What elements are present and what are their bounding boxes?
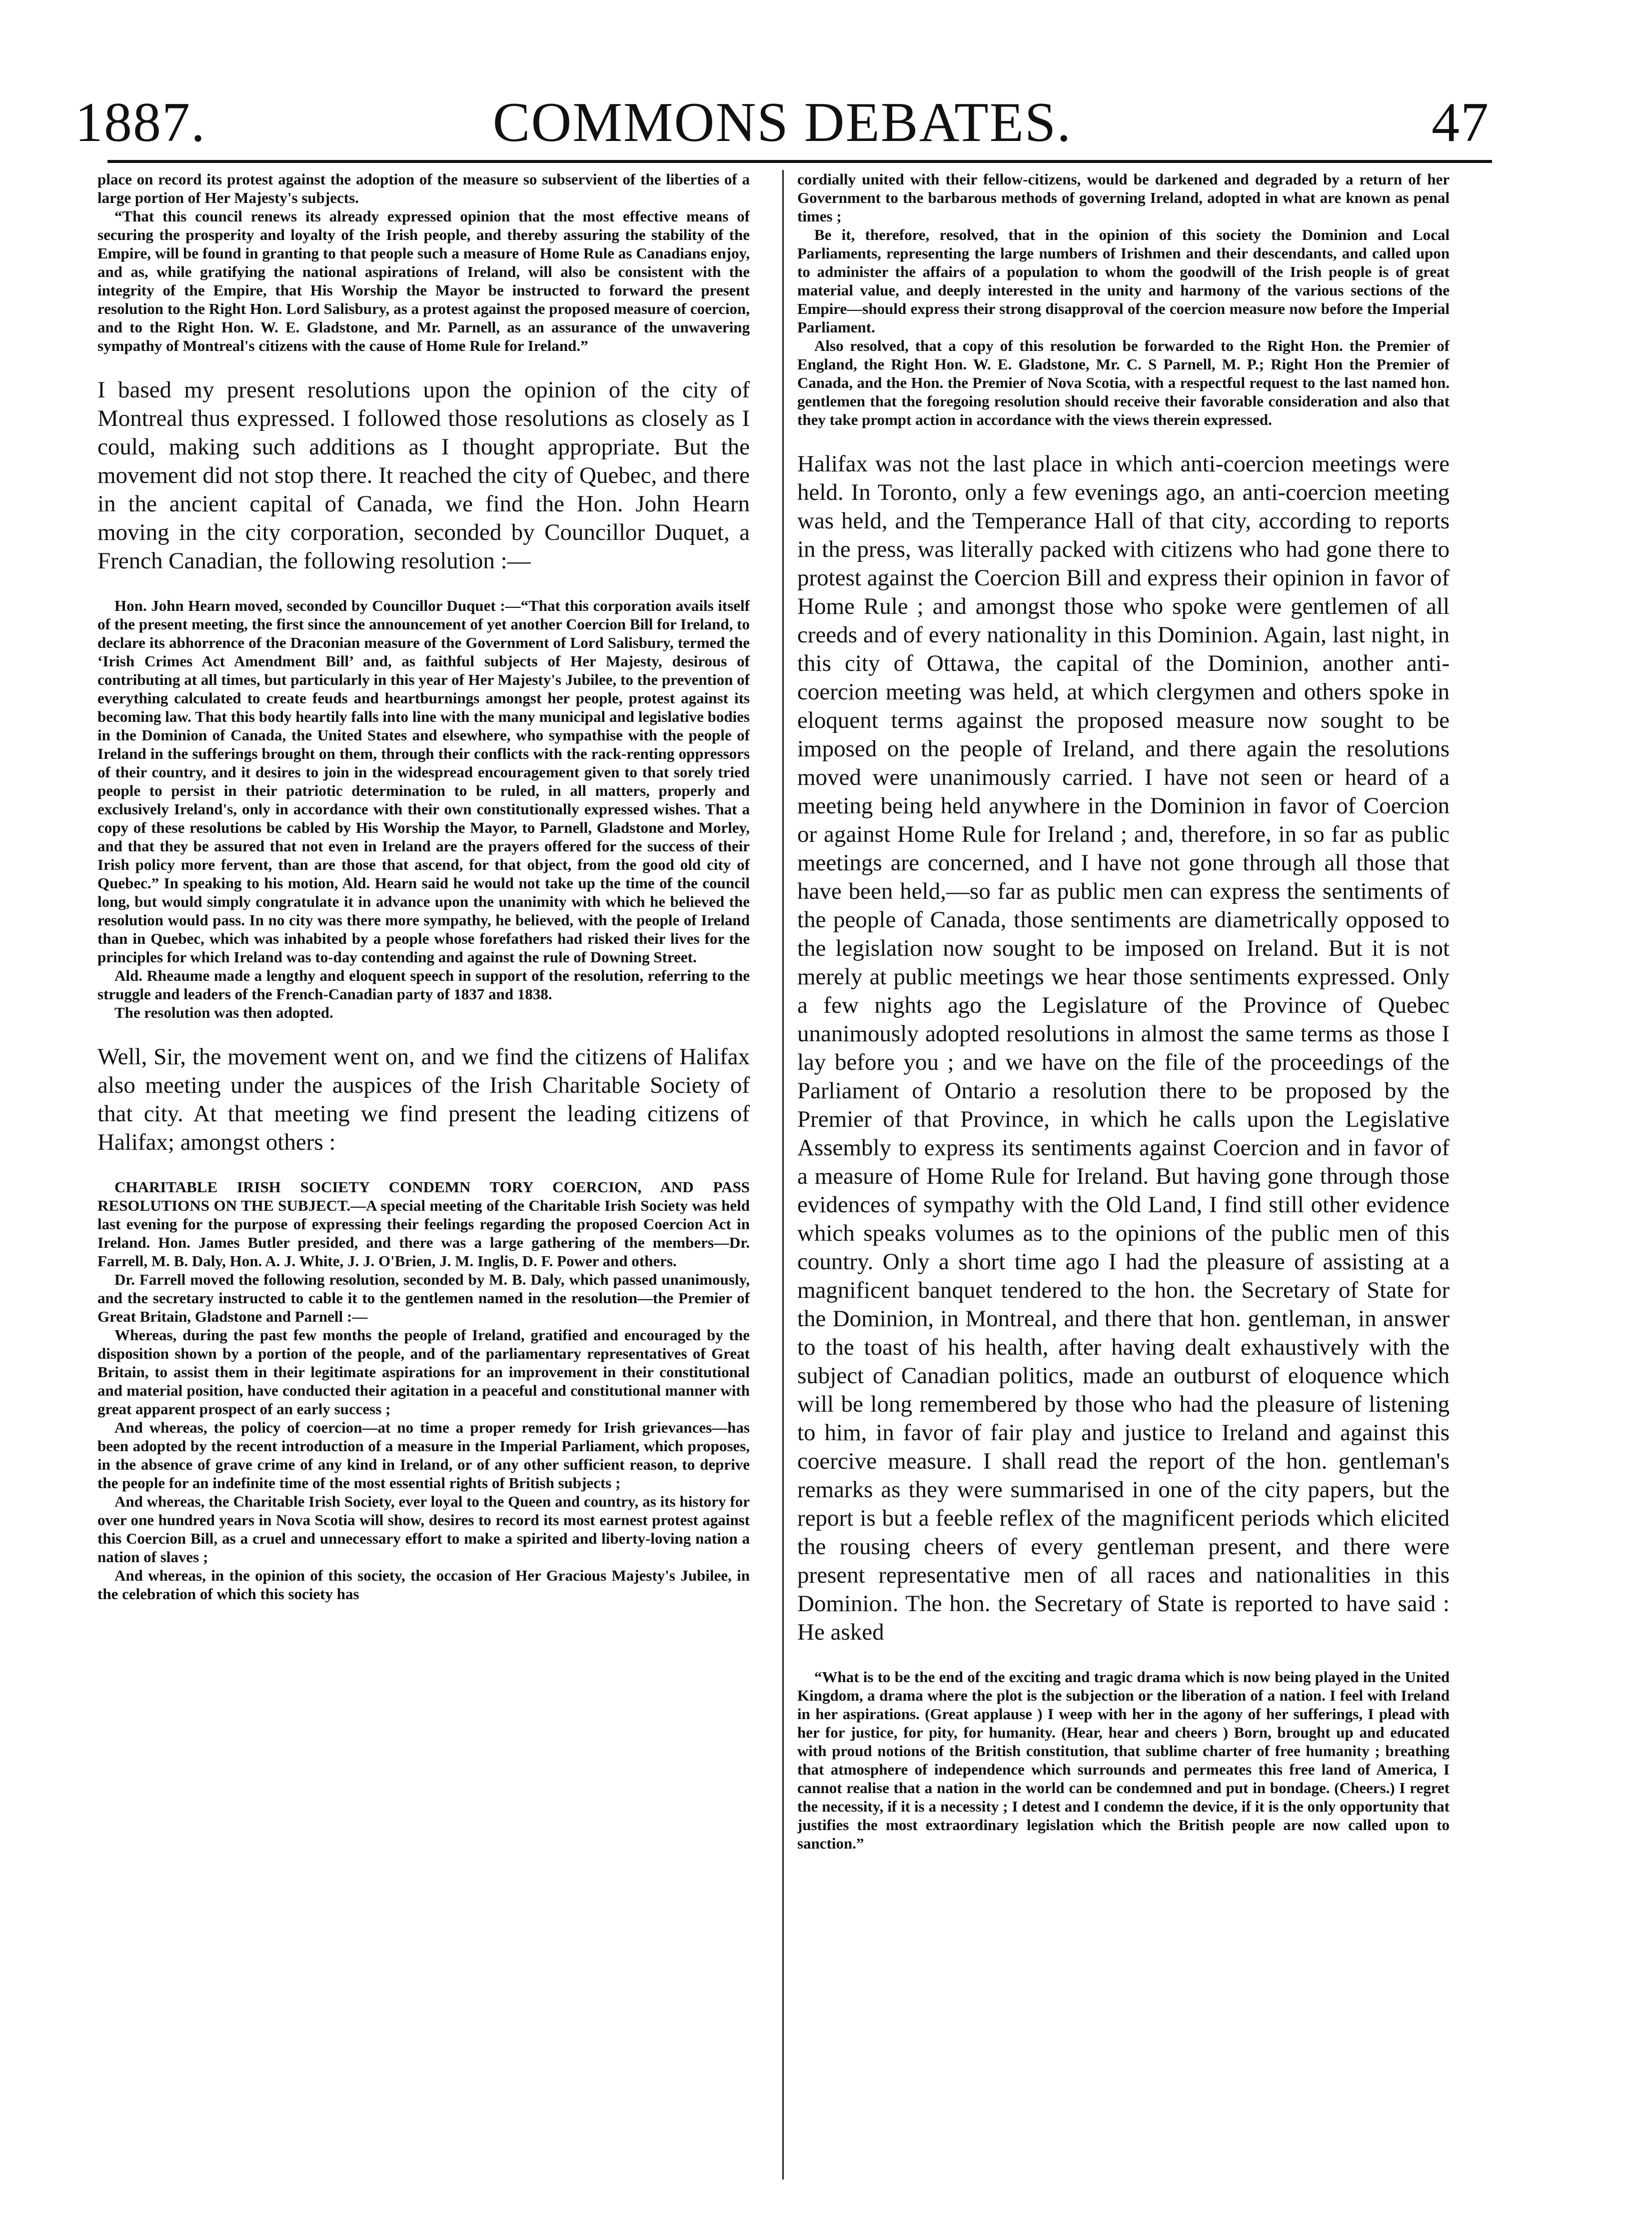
paragraph: Also resolved, that a copy of this resolution be forwarded to the Right Hon. the Premier of England, the Right Hon. W. E. Gladstone, Mr. C. S Parnell, M. P.; Right Hon the Premier of Canada, and the Hon. the Premier of Nova Scotia, with a respectful request to the last named hon. gentlemen that the foregoing resolution should receive their favorable consideration and also that they take prompt action in accordance with the views therein expressed.	[797, 337, 1450, 428]
paragraph: Dr. Farrell moved the following resolution, seconded by M. B. Daly, which passed unanimously, and the secretary instructed to cable it to the gentlemen named in the resolution—the Premier of Great Britain, Gladstone and Parnell :—	[97, 1271, 750, 1325]
spacer	[797, 429, 1450, 450]
paragraph: And whereas, in the opinion of this society, the occasion of Her Gracious Majesty's Jubilee, in the celebration of which this society has	[97, 1567, 750, 1603]
paragraph: place on record its protest against the adoption of the measure so subservient of the liberties of a large portion of Her Majesty's subjects.	[97, 170, 750, 206]
left-column	[97, 170, 750, 2185]
column-divider	[782, 170, 784, 2180]
header-title: COMMONS DEBATES.	[492, 91, 1072, 153]
header-year: 1887.	[75, 91, 206, 153]
spacer	[97, 1157, 750, 1178]
spacer	[97, 1022, 750, 1043]
paragraph: The resolution was then adopted.	[114, 1004, 333, 1021]
right-column	[797, 170, 1450, 2185]
speech-paragraph: Halifax was not the last place in which anti-coercion meetings were held. In Toronto, only a few evenings ago, an anti-coercion meeting was held, and the Temperance Hall of that city, according to reports in the press, was literally packed with citizens who had gone there to protest against the Coercion Bill and express their opinion in favor of Home Rule ; and amongst those who spoke were gentlemen of all creeds and of every nationality in this Dominion. Again, last night, in this city of Ottawa, the capital of the Dominion, another anti-coercion meeting was held, at which clergymen and others spoke in eloquent terms against the proposed measure now sought to be imposed on the people of Ireland, and there again the resolutions moved were unanimously carried. I have not seen or heard of a meeting being held anywhere in the Dominion in favor of Coercion or against Home Rule for Ireland ; and, therefore, in so far as public meetings are concerned, and I have not gone through all those that have been held,—so far as public men can express the sentiments of the people of Canada, those sentiments are diametrically opposed to the legislation now sought to be imposed on Ireland. But it is not merely at public meetings we hear those sentiments expressed. Only a few nights ago the Legislature of the Province of Quebec unanimously adopted resolutions in almost the same terms as those I lay before you ; and we have on the file of the proceedings of the Parliament of Ontario a resolution there to be proposed by the Premier of that Province, in which he calls upon the Legislative Assembly to express its sentiments against Coercion and in favor of a measure of Home Rule for Ireland. But having gone through those evidences of sympathy with the Old Land, I find still other evidence which speaks volumes as to the opinions of the public men of this country. Only a short time ago I had the pleasure of assisting at a magnificent banquet tendered to the hon. the Secretary of State for the Dominion, in Montreal, and there that hon. gentleman, in answer to the toast of his health, after having dealt exhaustively with the subject of Canadian politics, made an outburst of eloquence which will be long remembered by those who had the pleasure of listening to him, in favor of fair play and justice to Ireland and against this coercive measure. I shall read the report of the hon. gentleman's remarks as they were summarised in one of the city papers, but the report is but a feeble reflex of the magnificent periods which elicited the rousing cheers of every gentleman present, and there were present representative men of all races and nationalities in this Dominion. The hon. the Secretary of State is reported to have said : He asked	[797, 451, 1450, 1645]
paragraph: And whereas, the policy of coercion—at no time a proper remedy for Irish grievances—has been adopted by the recent introduction of a measure in the Imperial Parliament, which proposes, in the absence of grave crime of any kind in Ireland, or of any other sufficient reason, to deprive the people for an indefinite time of the most essential rights of British subjects ;	[97, 1419, 750, 1492]
paragraph: Whereas, during the past few months the people of Ireland, gratified and encouraged by the disposition shown by a portion of the people, and of the parliamentary representatives of Great Britain, to assist them in their legitimate aspirations for an improvement in their constitutional and material position, have conducted their agitation in a peaceful and constitutional manner with great apparent prospect of an early success ;	[97, 1326, 750, 1418]
paragraph: And whereas, the Charitable Irish Society, ever loyal to the Queen and country, as its history for over one hundred years in Nova Scotia will show, desires to record its most earnest protest against this Coercion Bill, as a cruel and unnecessary effort to make a spirited and liberty-loving nation a nation of slaves ;	[97, 1493, 750, 1566]
spacer	[797, 1647, 1450, 1668]
speech-paragraph: Well, Sir, the movement went on, and we find the citizens of Halifax also meeting under the auspices of the Irish Charitable Society of that city. At that meeting we find present the leading citizens of Halifax; amongst others :	[97, 1044, 750, 1155]
quoted-speech: “What is to be the end of the exciting and tragic drama which is now being played in the United Kingdom, a drama where the plot is the subjection or the liberation of a nation. I feel with Ireland in her aspirations. (Great applause ) I weep with her in the agony of her sufferings, I plead with her for justice, for pity, for humanity. (Hear, hear and cheers ) Born, brought up and educated with proud notions of the British constitution, that sublime charter of free humanity ; breathing that atmosphere of independence which surrounds and permeates this free land of America, I cannot realise that a nation in the world can be condemned and put in bondage. (Cheers.) I regret the necessity, if it is a necessity ; I detest and I condemn the device, if it is the only opportunity that justifies the most extraordinary legislation which the British people are now called upon to sanction.”	[797, 1668, 1450, 1852]
news-report: CHARITABLE IRISH SOCIETY CONDEMN TORY COERCION, AND PASS RESOLUTIONS ON THE SUBJECT.—A special meeting of the Charitable Irish Society was held last evening for the purpose of expressing their feelings regarding the proposed Coercion Act in Ireland. Hon. James Butler presided, and there was a large gathering of the members—Dr. Farrell, M. B. Daly, Hon. A. J. White, J. J. O'Brien, J. M. Inglis, D. F. Power and others.	[97, 1178, 750, 1270]
spacer	[97, 575, 750, 596]
spacer	[97, 355, 750, 376]
speech-paragraph: I based my present resolutions upon the opinion of the city of Montreal thus expressed. I followed those resolutions as closely as I could, making such additions as I thought appropriate. But the movement did not stop there. It reached the city of Quebec, and there in the ancient capital of Canada, we find the Hon. John Hearn moving in the city corporation, seconded by Councillor Duquet, a French Canadian, the following resolution :—	[97, 377, 750, 574]
paragraph: cordially united with their fellow-citizens, would be darkened and degraded by a return of her Government to the barbarous methods of governing Ireland, adopted in what are known as penal times ;	[797, 170, 1450, 225]
page-number: 47	[1432, 91, 1490, 153]
quoted-resolution: “That this council renews its already expressed opinion that the most effective means of securing the prosperity and loyalty of the Irish people, and thereby assuring the stability of the Empire, will be found in granting to that people such a measure of Home Rule as Canadians enjoy, and as, while gratifying the national aspirations of Ireland, will also be consistent with the integrity of the Empire, that His Worship the Mayor be instructed to forward the present resolution to the Right Hon. Lord Salisbury, as a protest against the proposed measure of coercion, and to the Right Hon. W. E. Gladstone, and Mr. Parnell, as an assurance of the unwavering sympathy of Montreal's citizens with the cause of Home Rule for Ireland.”	[97, 207, 750, 354]
paragraph: Hon. John Hearn moved, seconded by Councillor Duquet :—“That this corporation avails itself of the present meeting, the first since the announcement of yet another Coercion Bill for Ireland, to declare its abhorrence of the Draconian measure of the Government of Lord Salisbury, termed the ‘Irish Crimes Act Amendment Bill’ and, as faithful subjects of Her Majesty, desirous of contributing at all times, but particularly in this year of Her Majesty's Jubilee, to the prevention of everything calculated to create feuds and heartburnings amongst her people, protest against its becoming law. That this body heartily falls into line with the many municipal and legislative bodies in the Dominion of Canada, the United States and elsewhere, who sympathise with the people of Ireland in the sufferings brought on them, through their conflicts with the rack-renting oppressors of their country, and it desires to join in the widespread encouragement given to that sorely tried people to persist in their patriotic determination to be ruled, in all matters, properly and exclusively Ireland's, only in accordance with their own constitutionally expressed wishes. That a copy of these resolutions be cabled by His Worship the Mayor, to Parnell, Gladstone and Morley, and that they be assured that not even in Ireland are the prayers offered for the success of their Irish policy more fervent, than are those that ascend, for that object, from the good old city of Quebec.” In speaking to his motion, Ald. Hearn said he would not take up the time of the council long, but would simply congratulate it in advance upon the unanimity with which he believed the resolution would pass. In no city was there more sympathy, he believed, with the people of Ireland than in Quebec, which was inhabited by a people whose forefathers had risked their lives for the principles for which Ireland was to-day contending and against the rule of Downing Street.	[97, 597, 750, 966]
paragraph: Be it, therefore, resolved, that in the opinion of this society the Dominion and Local Parliaments, representing the large numbers of Irishmen and their descendants, and called upon to administer the affairs of a population to whom the goodwill of the Irish people is of great material value, and deeply interested in the unity and harmony of the various sections of the Empire—should express their strong disapproval of the coercion measure now before the Imperial Parliament.	[797, 226, 1450, 336]
paragraph: Ald. Rheaume made a lengthy and eloquent speech in support of the resolution, referring to the struggle and leaders of the French-Canadian party of 1837 and 1838.	[97, 967, 750, 1003]
page-header	[75, 87, 1490, 162]
header-rule	[107, 160, 1492, 163]
